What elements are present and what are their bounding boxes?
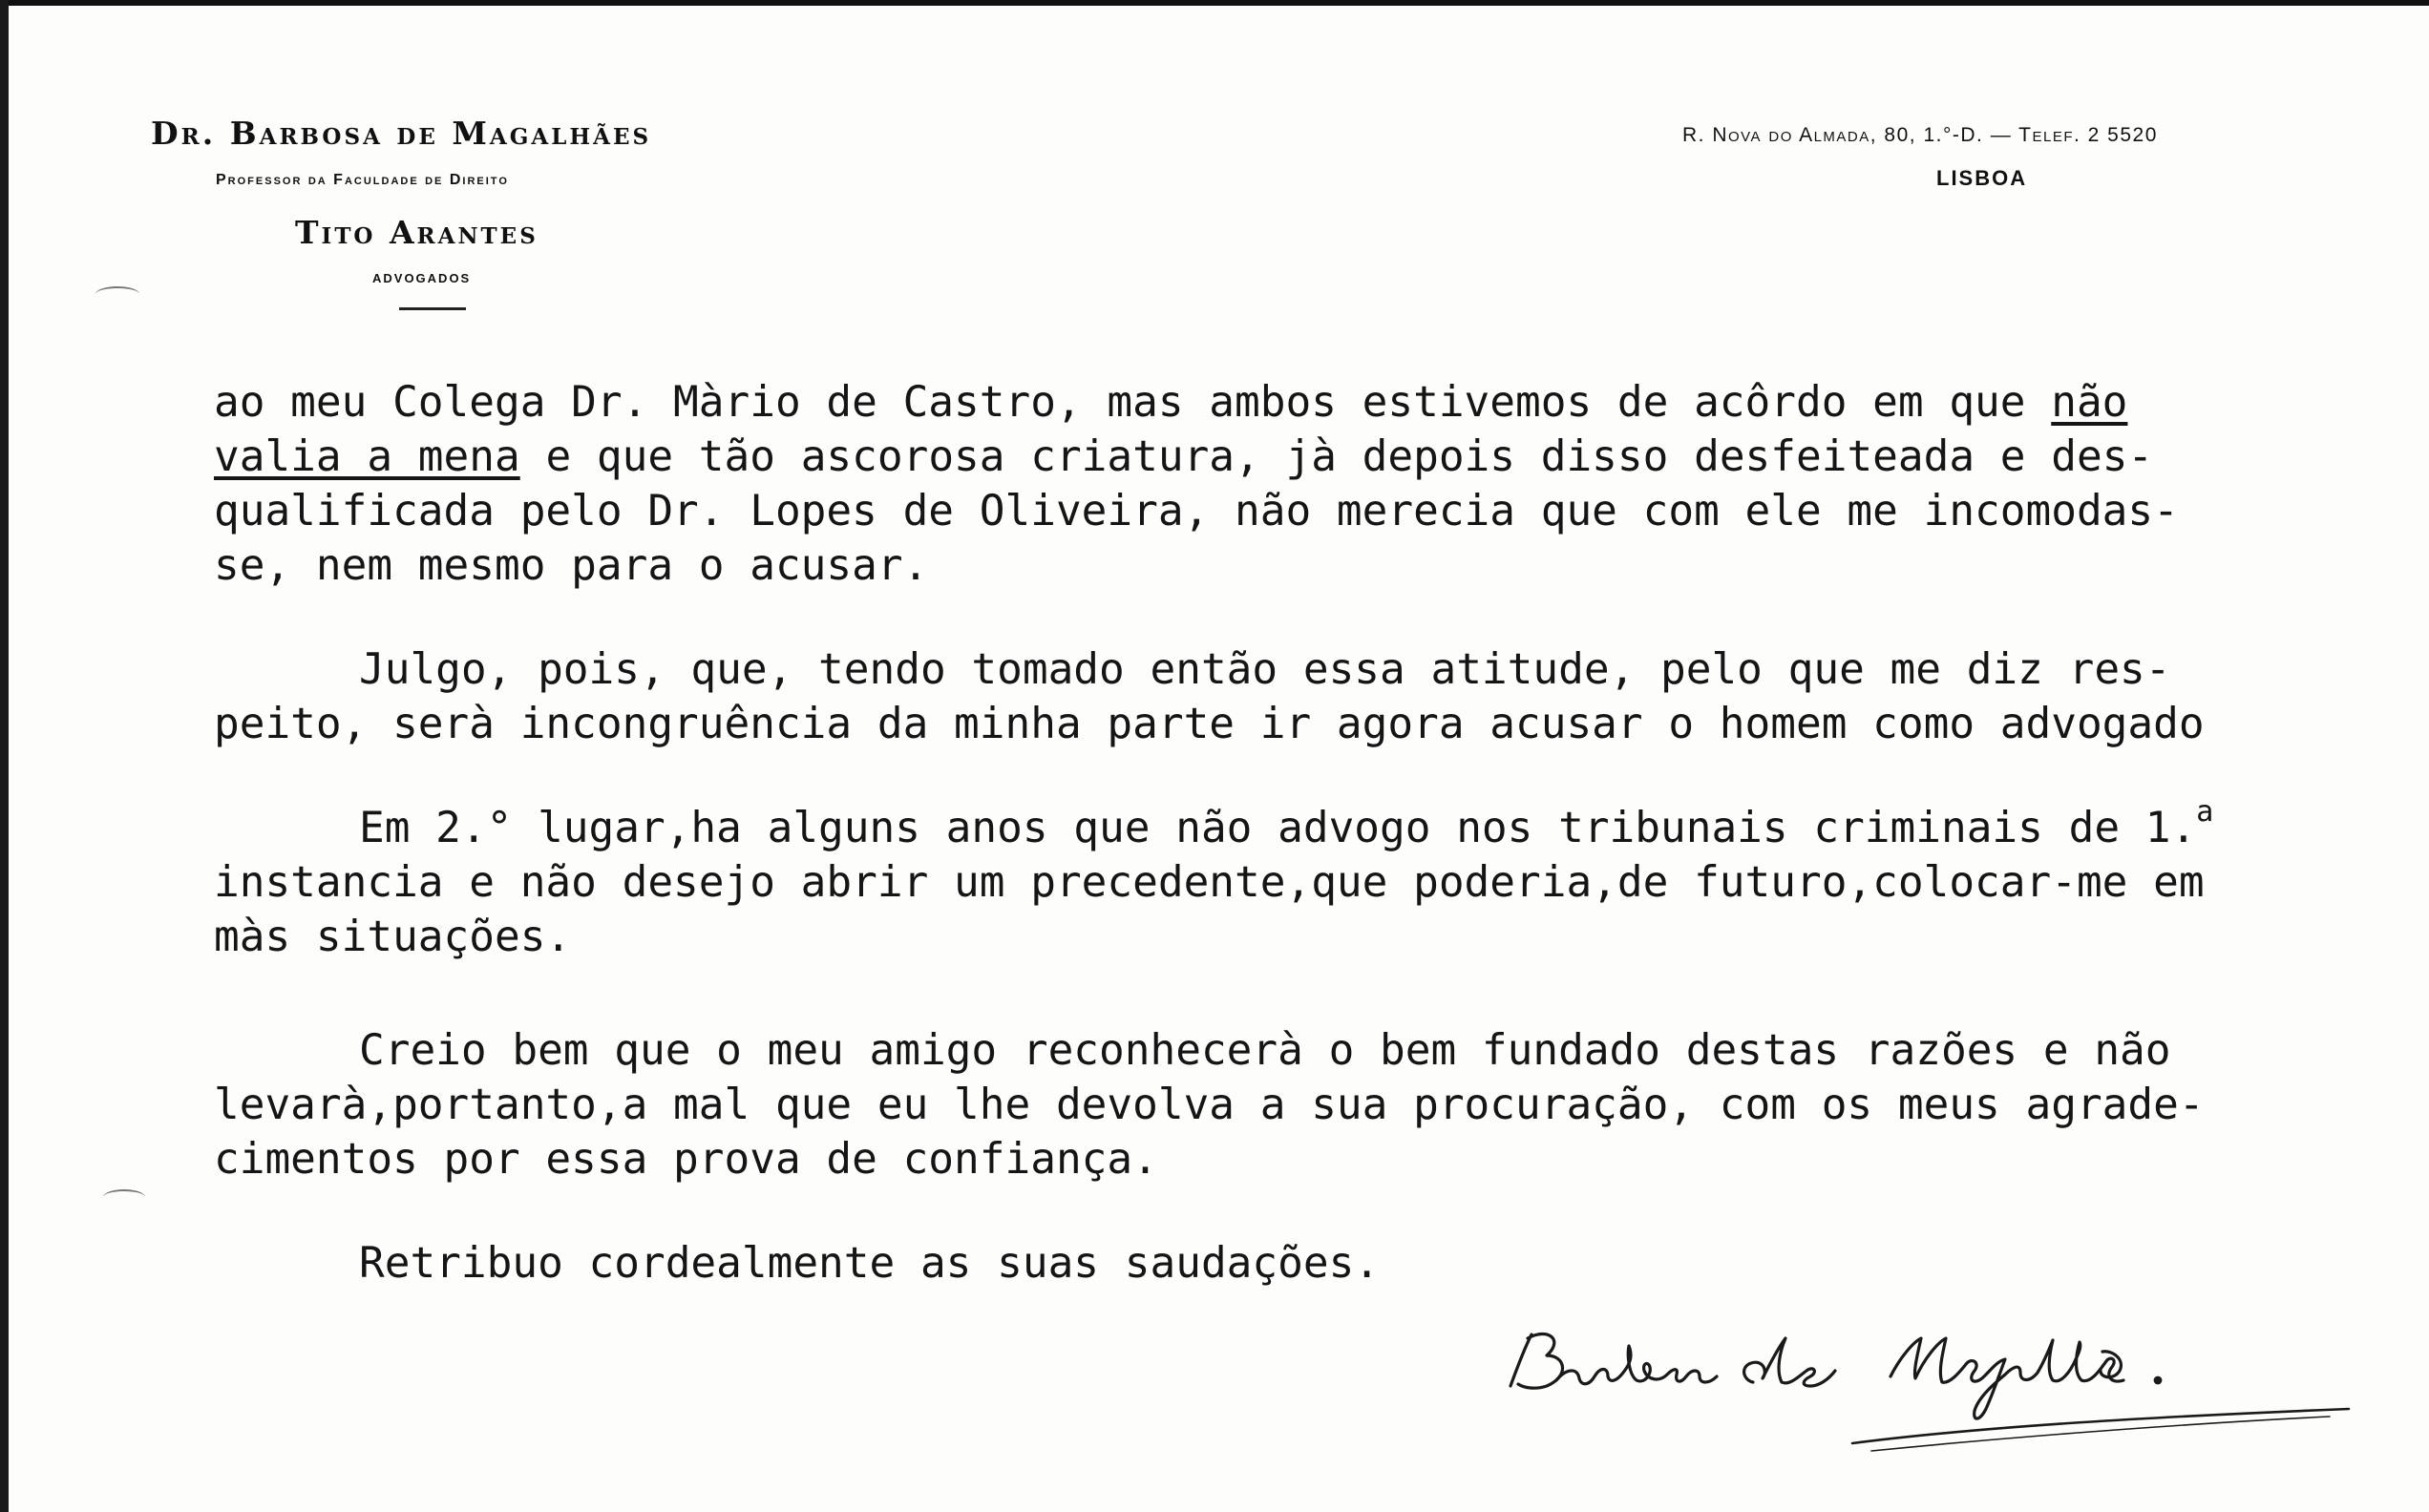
letterhead-divider [399,307,466,310]
paragraph-1 [214,375,2410,593]
closing-line: Retribuo cordealmente as suas saudações. [359,1239,1381,1288]
letterhead-city: LISBOA [1936,166,2028,190]
paragraph-4 [214,1023,2410,1186]
underlined-text: valia a mena [214,432,520,481]
text-line: cimentos por essa prova de confiança. [214,1135,1158,1184]
text-line: Julgo, pois, que, tendo tomado então essa atitude, pelo que me diz res- [359,645,2171,694]
paragraph-5 [214,1236,2410,1291]
text-line [214,375,2410,430]
paper-mark [95,286,139,302]
letter-body [214,375,2410,1340]
paragraph-3 [214,795,2410,964]
paragraph-2 [214,642,2410,751]
text-line [214,430,2410,484]
text-line: màs situações. [214,913,572,961]
letterhead-role: ADVOGADOS [372,271,472,285]
text-line: levarà,portanto,a mal que eu lhe devolva a sua procuração, com os meus agrade- [214,1081,2205,1129]
handwritten-signature [1489,1317,2368,1470]
text-line [214,795,2410,855]
text-line: instancia e não desejo abrir um precedente,que poderia,de futuro,colocar-me em [214,858,2205,907]
page-top-edge [0,0,2429,6]
text-line: qualificada pelo Dr. Lopes de Oliveira, não merecia que com ele me incomodas- [214,487,2179,536]
letterhead-professor-title: Professor da Faculdade de Direito [216,172,509,188]
paper-mark [103,1189,145,1205]
page-left-edge [0,0,9,1512]
text-run: ao meu Colega Dr. Màrio de Castro, mas ambos estivemos de acôrdo em que [214,378,2052,427]
underlined-text: não [2051,378,2128,427]
text-run: e que tão ascorosa criatura, jà depois disso desfeiteada e des- [519,432,2154,481]
letterhead-partner-name: Tito Arantes [295,214,539,251]
text-line: peito, serà incongruência da minha parte ir agora acusar o homem como advogado [214,700,2205,748]
letterhead-address: R. Nova do Almada, 80, 1.°-D. — Telef. 2 5520 [1682,124,2158,146]
superscript: a [2196,795,2214,829]
letterhead-name: Dr. Barbosa de Magalhães [151,115,652,152]
text-run: Em 2.° lugar,ha alguns anos que não advogo nos tribunais criminais de 1. [359,804,2197,852]
text-line: se, nem mesmo para o acusar. [214,541,929,590]
text-line: Creio bem que o meu amigo reconhecerà o bem fundado destas razões e não [359,1026,2171,1075]
